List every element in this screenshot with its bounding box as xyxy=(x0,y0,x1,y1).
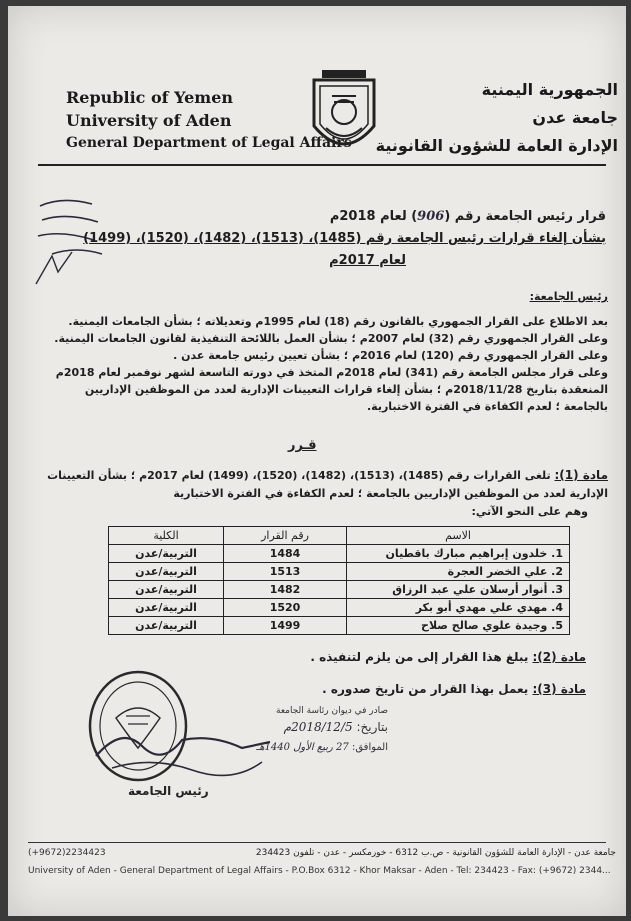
row-name: 1. خلدون إبراهيم مبارك باقطيان xyxy=(347,545,570,563)
preamble-paragraph: وعلى القرار الجمهوري رقم (32) لعام 2007م ؛ بشأن العمل باللائحة التنفيذية لقانون الجامعات اليمنية. xyxy=(54,332,608,345)
preamble xyxy=(38,288,608,415)
university-emblem-icon xyxy=(304,66,384,166)
table-row xyxy=(109,599,570,617)
row-decision-number: 1484 xyxy=(224,545,347,563)
table-header-name: الاسم xyxy=(347,527,570,545)
row-name: 2. علي الخضر العجرة xyxy=(347,563,570,581)
decree-heading: قـرر xyxy=(288,438,317,453)
preamble-paragraph: وعلى قرار مجلس الجامعة رقم (341) لعام 2018م المتخذ في دورته التاسعة لشهر نوفمبر لعام 2018م المنعقدة بتاريخ 2018/11/28م ؛ بشأن إلغاء قرارات التعيينات الإدارية لعدد من الموظفين الإداريين بالجامعة ؛ لعدم الكفاءة في الفترة الاختبارية. xyxy=(55,366,608,413)
employees-table xyxy=(108,526,570,635)
issue-date-value: 2018/12/5م xyxy=(283,720,353,734)
footer-divider xyxy=(28,842,606,843)
article-2 xyxy=(38,650,586,664)
row-college: التربية/عدن xyxy=(109,563,224,581)
row-college: التربية/عدن xyxy=(109,617,224,635)
header-en-university: University of Aden xyxy=(66,111,232,130)
issue-date: بتاريخ: 2018/12/5م xyxy=(283,720,388,734)
header-ar-university: جامعة عدن xyxy=(532,108,618,127)
preamble-paragraph: بعد الاطلاع على القرار الجمهوري بالقانون رقم (18) لعام 1995م وتعديلاته ؛ بشأن الجامعات اليمنية. xyxy=(68,315,608,328)
table-row xyxy=(109,545,570,563)
row-name: 5. وجيدة علوي صالح صلاح xyxy=(347,617,570,635)
row-college: التربية/عدن xyxy=(109,545,224,563)
article-2-label: مادة (2): xyxy=(532,650,586,664)
row-decision-number: 1513 xyxy=(224,563,347,581)
president-title: رئيس الجامعة xyxy=(128,784,209,798)
table-header-number: رقم القرار xyxy=(224,527,347,545)
table-row xyxy=(109,563,570,581)
issue-hijri-value: 27 ربيع الأول 1440هـ xyxy=(256,742,349,753)
header-arabic xyxy=(376,76,618,160)
decision-subject: بشأن إلغاء قرارات رئيس الجامعة رقم (1485)، (1513)، (1482)، (1520)، (1499) xyxy=(83,231,606,246)
decision-subject-year: لعام 2017م xyxy=(329,253,406,268)
president-label: رئيس الجامعة: xyxy=(529,290,608,303)
preamble-paragraph: وعلى القرار الجمهوري رقم (120) لعام 2016م ؛ بشأن تعيين رئيس جامعة عدن . xyxy=(173,349,608,362)
document-page xyxy=(8,6,626,916)
footer-english-address: University of Aden - General Department of Legal Affairs - P.O.Box 6312 - Khor Maksar - Aden - Tel: 234423 - Fax: (+9672) 2344... xyxy=(28,866,611,876)
header-en-country: Republic of Yemen xyxy=(66,88,234,107)
header-ar-country: الجمهورية اليمنية xyxy=(481,80,618,99)
article-1 xyxy=(38,466,608,521)
table-header-college: الكلية xyxy=(109,527,224,545)
issue-hijri-date: الموافق: 27 ربيع الأول 1440هـ xyxy=(256,742,388,753)
article-3-label: مادة (3): xyxy=(532,682,586,696)
article-1-intro: وهم على النحو الآتي: xyxy=(471,505,588,518)
article-1-text: تلغى القرارات رقم (1485)، (1513)، (1482)، (1520)، (1499) لعام 2017م ؛ بشأن التعيينات الإدارية لعدد من الموظفين الإداريين بالجامعة ؛ لعدم الكفاءة في الفترة الاختبارية xyxy=(47,469,608,500)
row-decision-number: 1482 xyxy=(224,581,347,599)
decision-number: 906 xyxy=(417,209,445,224)
row-name: 4. مهدي علي مهدي أبو بكر xyxy=(347,599,570,617)
footer-arabic-row xyxy=(28,848,616,858)
row-name: 3. أنوار أرسلان علي عبد الرزاق xyxy=(347,581,570,599)
footer-phone: (+9672)2234423 xyxy=(28,848,106,858)
table-row xyxy=(109,617,570,635)
decision-title-block xyxy=(83,206,606,272)
header-divider xyxy=(38,164,606,166)
row-college: التربية/عدن xyxy=(109,581,224,599)
footer-arabic-address: جامعة عدن - الإدارة العامة للشؤون القانونية - ص.ب 6312 - خورمكسر - عدن - تلفون 234423 xyxy=(255,848,616,858)
row-college: التربية/عدن xyxy=(109,599,224,617)
table-row xyxy=(109,581,570,599)
article-1-label: مادة (1): xyxy=(554,468,608,482)
issued-at: صادر في ديوان رئاسة الجامعة xyxy=(276,706,388,716)
header-ar-department: الإدارة العامة للشؤون القانونية xyxy=(375,136,618,155)
header-en-department: General Department of Legal Affairs xyxy=(66,135,352,151)
president-signature xyxy=(92,716,292,782)
article-3-text: يعمل بهذا القرار من تاريخ صدوره . xyxy=(322,682,533,696)
table-header-row xyxy=(109,527,570,545)
article-2-text: يبلغ هذا القرار إلى من يلزم لتنفيذه . xyxy=(310,650,533,664)
decision-title: قرار رئيس الجامعة رقم (906) لعام 2018م xyxy=(329,209,606,224)
row-decision-number: 1499 xyxy=(224,617,347,635)
row-decision-number: 1520 xyxy=(224,599,347,617)
